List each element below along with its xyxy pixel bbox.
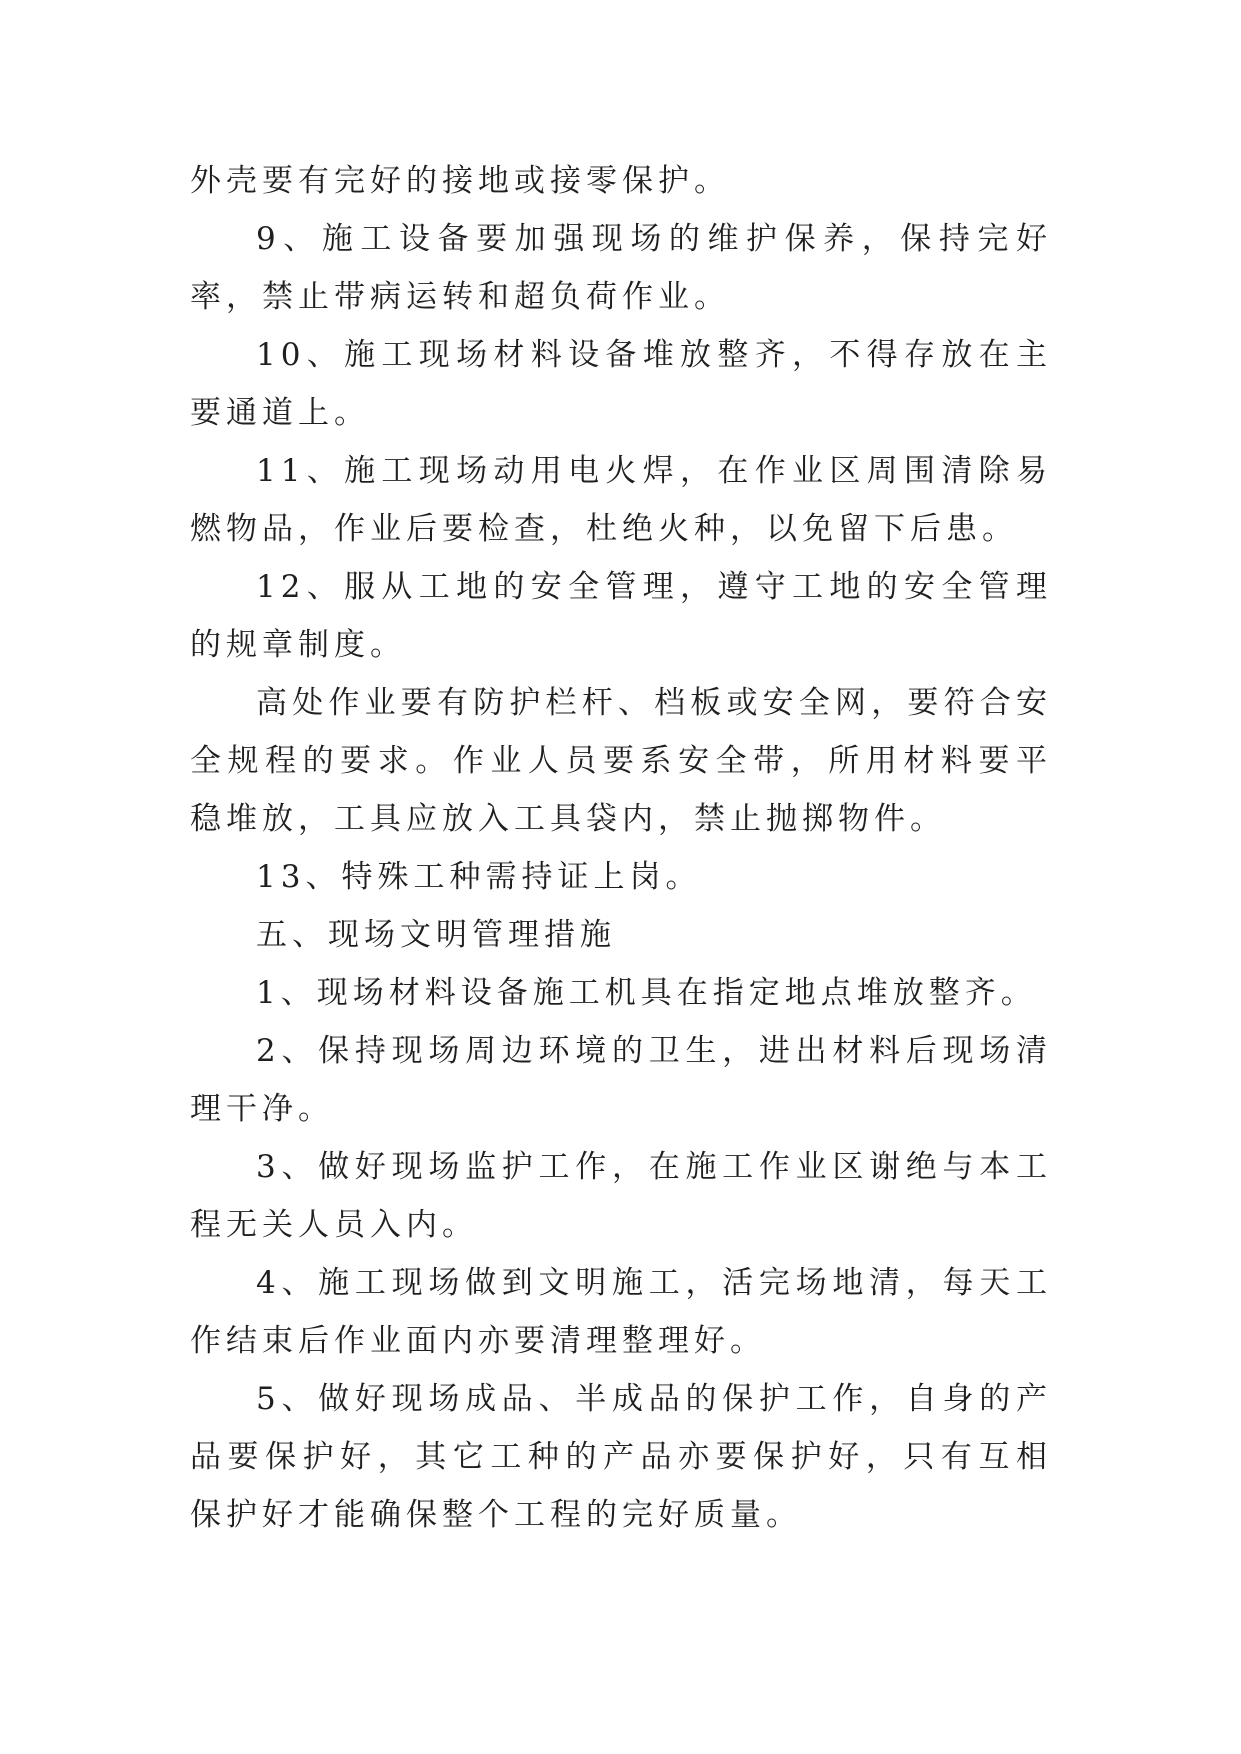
paragraph: 2、保持现场周边环境的卫生，进出材料后现场清理干净。 xyxy=(190,1033,1052,1127)
section-heading: 五、现场文明管理措施 xyxy=(256,917,616,953)
paragraph: 5、做好现场成品、半成品的保护工作，自身的产品要保护好，其它工种的产品亦要保护好，只有互相保护好才能确保整个工程的完好质量。 xyxy=(190,1381,1052,1533)
paragraph: 高处作业要有防护栏杆、档板或安全网，要符合安全规程的要求。作业人员要系安全带，所用材料要平稳堆放，工具应放入工具袋内，禁止抛掷物件。 xyxy=(190,685,1052,837)
paragraph: 9、施工设备要加强现场的维护保养，保持完好率，禁止带病运转和超负荷作业。 xyxy=(190,221,1052,315)
paragraph: 13、特殊工种需持证上岗。 xyxy=(256,859,702,895)
paragraph: 10、施工现场材料设备堆放整齐，不得存放在主要通道上。 xyxy=(190,337,1052,431)
paragraph: 3、做好现场监护工作，在施工作业区谢绝与本工程无关人员入内。 xyxy=(190,1149,1052,1243)
paragraph: 11、施工现场动用电火焊，在作业区周围清除易燃物品，作业后要检查，杜绝火种，以免留下后患。 xyxy=(190,453,1052,547)
paragraph: 12、服从工地的安全管理，遵守工地的安全管理的规章制度。 xyxy=(190,569,1052,663)
paragraph: 1、现场材料设备施工机具在指定地点堆放整齐。 xyxy=(256,975,1037,1011)
document-body xyxy=(190,152,1052,1544)
paragraph: 外壳要有完好的接地或接零保护。 xyxy=(190,163,730,199)
paragraph: 4、施工现场做到文明施工，活完场地清，每天工作结束后作业面内亦要清理整理好。 xyxy=(190,1265,1052,1359)
